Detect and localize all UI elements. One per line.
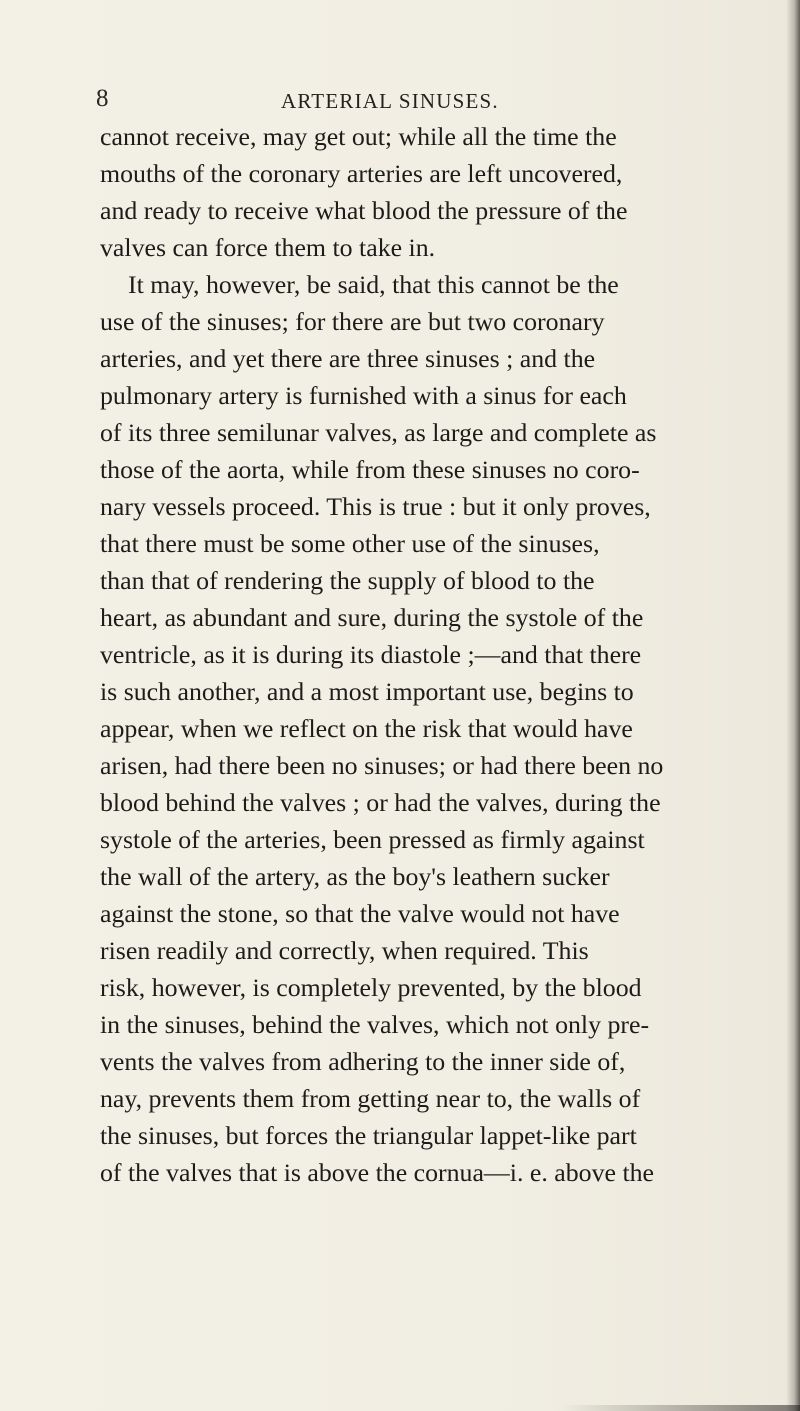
- text-line: mouths of the coronary arteries are left uncovered,: [100, 159, 623, 188]
- text-line: blood behind the valves ; or had the valves, during the: [100, 788, 661, 817]
- text-line: arteries, and yet there are three sinuses ; and the: [100, 344, 596, 373]
- text-line: valves can force them to take in.: [100, 233, 436, 262]
- text-line: pulmonary artery is furnished with a sinus for each: [100, 381, 627, 410]
- text-line: nay, prevents them from getting near to, the walls of: [100, 1084, 641, 1113]
- text-line: systole of the arteries, been pressed as firmly against: [100, 825, 645, 854]
- text-line: in the sinuses, behind the valves, which not only pre-: [100, 1010, 650, 1039]
- text-line: vents the valves from adhering to the inner side of,: [100, 1047, 626, 1076]
- text-line: the sinuses, but forces the triangular lappet-like part: [100, 1121, 637, 1150]
- text-line: risen readily and correctly, when required. This: [100, 936, 589, 965]
- text-line: risk, however, is completely prevented, by the blood: [100, 973, 642, 1002]
- page-number: 8: [96, 85, 109, 112]
- text-line: cannot receive, may get out; while all the time the: [100, 122, 617, 151]
- text-line: appear, when we reflect on the risk that would have: [100, 714, 633, 743]
- text-line: of the valves that is above the cornua—i. e. above the: [100, 1158, 655, 1187]
- text-line: heart, as abundant and sure, during the systole of the: [100, 603, 644, 632]
- text-line: the wall of the artery, as the boy's leathern sucker: [100, 862, 610, 891]
- page-edge-shadow: [786, 0, 800, 1411]
- text-line: ventricle, as it is during its diastole ;—and that there: [100, 640, 642, 669]
- page-header: [0, 84, 800, 118]
- text-line: those of the aorta, while from these sinuses no coro-: [100, 455, 640, 484]
- text-line: and ready to receive what blood the pressure of the: [100, 196, 628, 225]
- text-line: against the stone, so that the valve would not have: [100, 899, 620, 928]
- running-head: ARTERIAL SINUSES.: [281, 89, 499, 113]
- text-line: use of the sinuses; for there are but two coronary: [100, 307, 605, 336]
- text-line: that there must be some other use of the sinuses,: [100, 529, 600, 558]
- text-line: is such another, and a most important use, begins to: [100, 677, 634, 706]
- text-line: arisen, had there been no sinuses; or had there been no: [100, 751, 664, 780]
- body-text: [100, 118, 790, 1191]
- page-bottom-shadow: [560, 1405, 800, 1411]
- text-line: than that of rendering the supply of blood to the: [100, 566, 595, 595]
- text-line: It may, however, be said, that this cannot be the: [128, 270, 619, 299]
- text-line: of its three semilunar valves, as large and complete as: [100, 418, 657, 447]
- text-line: nary vessels proceed. This is true : but it only proves,: [100, 492, 651, 521]
